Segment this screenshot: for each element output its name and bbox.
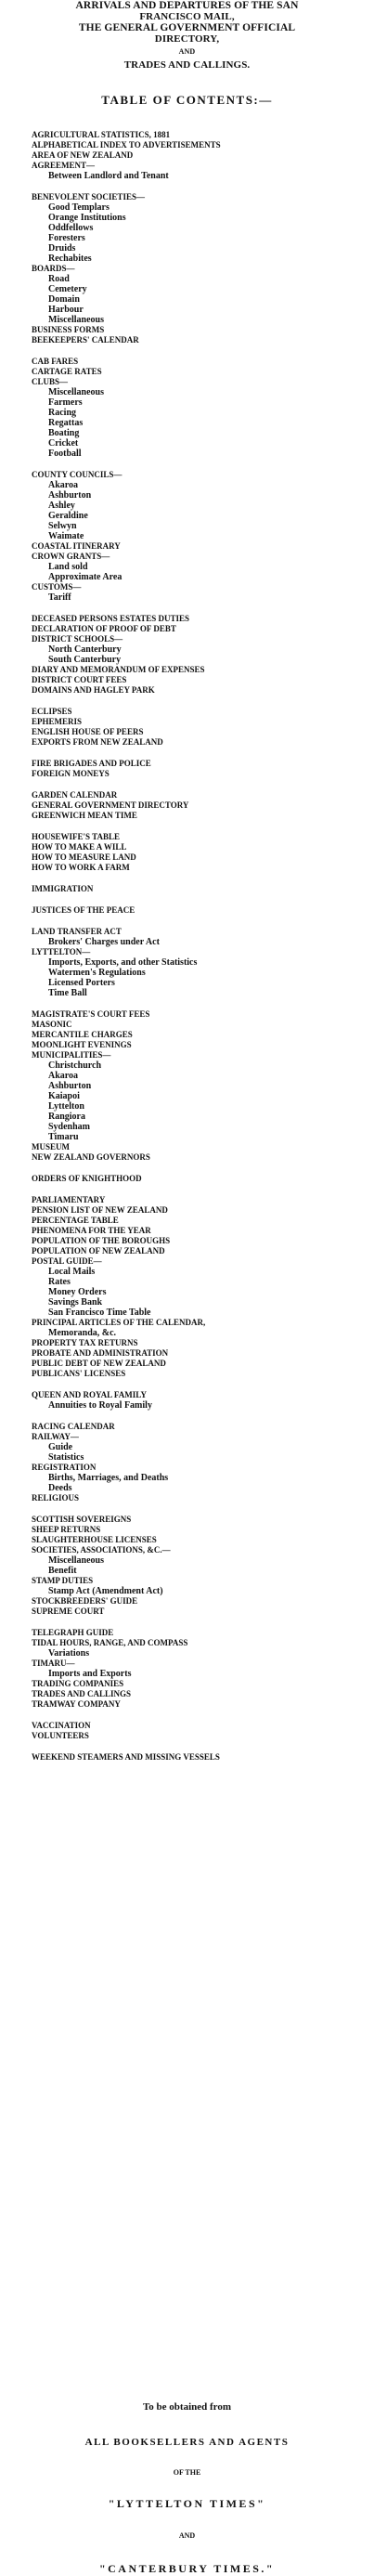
toc-entry: IMMIGRATION: [32, 884, 94, 893]
toc-entry: BUSINESS FORMS: [32, 325, 105, 334]
header-line-3: THE GENERAL GOVERNMENT OFFICIAL: [78, 22, 296, 33]
toc-subentry: Timaru: [48, 1132, 79, 1142]
toc-subentry: Rangiora: [48, 1112, 85, 1122]
toc-subentry: Harbour: [48, 305, 84, 315]
toc-entry: LAND TRANSFER ACT: [32, 927, 122, 936]
toc-entry: MOONLIGHT EVENINGS: [32, 1040, 132, 1049]
toc-entry: HOW TO MAKE A WILL: [32, 842, 127, 852]
toc-entry: VACCINATION: [32, 1721, 91, 1730]
toc-title: TABLE OF CONTENTS:—: [101, 93, 273, 107]
toc-entry: CAB FARES: [32, 357, 79, 366]
toc-subentry: Time Ball: [48, 988, 87, 998]
toc-subentry: Football: [48, 449, 82, 459]
toc-subentry: Land sold: [48, 562, 88, 572]
toc-entry: MASONIC: [32, 1020, 72, 1029]
toc-entry: EXPORTS FROM NEW ZEALAND: [32, 737, 163, 747]
footer-line-1: To be obtained from: [142, 2401, 232, 2413]
toc-subentry: Brokers' Charges under Act: [48, 937, 160, 947]
toc-subentry: Between Landlord and Tenant: [48, 171, 169, 181]
toc-entry: BEEKEEPERS' CALENDAR: [32, 335, 139, 345]
toc-entry: PROBATE AND ADMINISTRATION: [32, 1348, 169, 1358]
toc-subentry: Oddfellows: [48, 223, 94, 233]
toc-entry: PUBLIC DEBT OF NEW ZEALAND: [32, 1359, 166, 1368]
toc-subentry: Foresters: [48, 233, 85, 243]
toc-entry: COASTAL ITINERARY: [32, 541, 121, 551]
toc-entry: DIARY AND MEMORANDUM OF EXPENSES: [32, 665, 205, 674]
toc-subentry: Boating: [48, 428, 80, 438]
toc-entry: EPHEMERIS: [32, 717, 83, 726]
toc-group: [32, 357, 370, 459]
toc-entry: RACING CALENDAR: [32, 1422, 115, 1431]
toc-subentry: Rates: [48, 1277, 71, 1287]
toc-group: [32, 832, 370, 873]
toc-entry: VOLUNTEERS: [32, 1731, 89, 1740]
toc-subentry: Akaroa: [48, 480, 79, 490]
toc-entry: PARLIAMENTARY: [32, 1195, 106, 1204]
toc-subentry: Ashburton: [48, 490, 92, 501]
toc-entry: NEW ZEALAND GOVERNORS: [32, 1152, 150, 1162]
toc-entry: DISTRICT COURT FEES: [32, 675, 127, 684]
toc-group: [32, 790, 370, 821]
header-line-5: AND: [178, 47, 196, 56]
header-line-6: TRADES AND CALLINGS.: [123, 59, 251, 71]
toc-group: [32, 927, 370, 998]
toc-subentry: Imports, Exports, and other Statistics: [48, 957, 198, 968]
toc-subentry: Guide: [48, 1442, 73, 1452]
toc-entry: SHEEP RETURNS: [32, 1525, 101, 1534]
toc-entry: POPULATION OF NEW ZEALAND: [32, 1246, 165, 1255]
toc-entry: DECEASED PERSONS ESTATES DUTIES: [32, 614, 189, 623]
toc-entry: CARTAGE RATES: [32, 367, 102, 376]
toc-entry: POSTAL GUIDE—: [32, 1256, 102, 1266]
toc-subentry: South Canterbury: [48, 655, 122, 665]
toc-subentry: Births, Marriages, and Deaths: [48, 1473, 169, 1483]
toc-subentry: Akaroa: [48, 1071, 79, 1081]
toc-group: [32, 614, 370, 696]
toc-entry: MERCANTILE CHARGES: [32, 1030, 133, 1039]
toc-entry: FIRE BRIGADES AND POLICE: [32, 759, 151, 768]
toc-entry: HOW TO MEASURE LAND: [32, 852, 136, 862]
toc-subentry: Savings Bank: [48, 1297, 103, 1308]
toc-entry: DOMAINS AND HAGLEY PARK: [32, 685, 155, 695]
toc-subentry: Benefit: [48, 1566, 77, 1576]
toc-group: [32, 707, 370, 748]
toc-subentry: Good Templars: [48, 202, 110, 213]
toc-subentry: Miscellaneous: [48, 387, 104, 397]
toc-group: [32, 470, 370, 603]
toc-entry: SCOTTISH SOVEREIGNS: [32, 1515, 132, 1524]
toc-entry: HOUSEWIFE'S TABLE: [32, 832, 120, 841]
toc-entry: TRADING COMPANIES: [32, 1679, 124, 1688]
toc-subentry: Imports and Exports: [48, 1669, 132, 1679]
toc-subentry: Variations: [48, 1648, 90, 1659]
toc-subentry: Ashburton: [48, 1081, 92, 1091]
toc-group: [32, 130, 370, 181]
header-line-1: ARRIVALS AND DEPARTURES OF THE SAN: [75, 0, 299, 11]
toc-subentry: Stamp Act (Amendment Act): [48, 1586, 163, 1596]
toc-group: [32, 1422, 370, 1503]
toc-entry: DECLARATION OF PROOF OF DEBT: [32, 624, 176, 633]
footer-line-4: "LYTTELTON TIMES": [108, 2497, 266, 2510]
toc-entry: TIMARU—: [32, 1659, 75, 1668]
toc-entry: DISTRICT SCHOOLS—: [32, 634, 123, 644]
toc-entry: TRAMWAY COMPANY: [32, 1699, 121, 1709]
toc-group: [32, 884, 370, 894]
toc-entry: ALPHABETICAL INDEX TO ADVERTISEMENTS: [32, 140, 221, 150]
toc-entry: PRINCIPAL ARTICLES OF THE CALENDAR,: [32, 1318, 206, 1327]
toc-subentry: Licensed Porters: [48, 978, 115, 988]
table-of-contents: [32, 130, 370, 1763]
toc-subentry: Regattas: [48, 418, 84, 428]
toc-entry: AREA OF NEW ZEALAND: [32, 150, 134, 160]
header-line-4: DIRECTORY,: [154, 33, 220, 45]
toc-entry: ENGLISH HOUSE OF PEERS: [32, 727, 144, 736]
toc-entry: SLAUGHTERHOUSE LICENSES: [32, 1535, 157, 1544]
toc-subentry: Racing: [48, 408, 76, 418]
toc-subentry: Money Orders: [48, 1287, 107, 1297]
toc-group: [32, 1174, 370, 1184]
toc-group: [32, 1628, 370, 1710]
toc-entry: MAGISTRATE'S COURT FEES: [32, 1009, 150, 1019]
toc-subentry: Ashley: [48, 501, 75, 511]
toc-group: [32, 1390, 370, 1411]
toc-subentry: North Canterbury: [48, 644, 122, 655]
toc-subentry: Farmers: [48, 397, 83, 408]
toc-subentry: Road: [48, 274, 70, 284]
toc-group: [32, 1195, 370, 1379]
toc-subentry: Waimate: [48, 531, 84, 541]
footer-line-5: AND: [178, 2531, 196, 2540]
toc-entry: STAMP DUTIES: [32, 1576, 94, 1585]
toc-entry: CUSTOMS—: [32, 582, 82, 592]
toc-subentry: Cricket: [48, 438, 79, 449]
toc-subentry: Druids: [48, 243, 76, 254]
toc-entry: RELIGIOUS: [32, 1493, 80, 1503]
toc-entry: AGREEMENT—: [32, 161, 96, 170]
toc-entry: ECLIPSES: [32, 707, 72, 716]
toc-entry: AGRICULTURAL STATISTICS, 1881: [32, 130, 171, 139]
toc-entry: ORDERS OF KNIGHTHOOD: [32, 1174, 142, 1183]
toc-subentry: Sydenham: [48, 1122, 91, 1132]
toc-entry: SOCIETIES, ASSOCIATIONS, &C.—: [32, 1545, 171, 1555]
toc-entry: COUNTY COUNCILS—: [32, 470, 123, 479]
document-header: [4, 0, 370, 71]
toc-entry: FOREIGN MONEYS: [32, 769, 110, 778]
toc-entry: PENSION LIST OF NEW ZEALAND: [32, 1205, 168, 1215]
toc-subentry: Cemetery: [48, 284, 87, 294]
toc-entry: MUSEUM: [32, 1142, 70, 1151]
toc-entry: BENEVOLENT SOCIETIES—: [32, 192, 145, 202]
toc-subentry: Domain: [48, 294, 80, 305]
toc-subentry: Orange Institutions: [48, 213, 126, 223]
toc-entry: POPULATION OF THE BOROUGHS: [32, 1236, 171, 1245]
toc-subentry: Deeds: [48, 1483, 72, 1493]
toc-group: [32, 905, 370, 916]
toc-subentry: Rechabites: [48, 254, 92, 264]
footer-line-2: ALL BOOKSELLERS AND AGENTS: [84, 2437, 290, 2448]
toc-subentry: San Francisco Time Table: [48, 1308, 151, 1318]
toc-entry: PERCENTAGE TABLE: [32, 1216, 119, 1225]
toc-group: [32, 1752, 370, 1763]
toc-entry: TIDAL HOURS, RANGE, AND COMPASS: [32, 1638, 188, 1647]
toc-subentry: Miscellaneous: [48, 315, 104, 325]
toc-subentry: Local Mails: [48, 1267, 96, 1277]
toc-subentry: Selwyn: [48, 521, 77, 531]
toc-subentry: Watermen's Regulations: [48, 968, 146, 978]
toc-entry: SUPREME COURT: [32, 1607, 105, 1616]
document-footer: [0, 2401, 374, 2576]
toc-entry: TRADES AND CALLINGS: [32, 1689, 132, 1698]
toc-subentry: Kaiapoi: [48, 1091, 80, 1101]
toc-group: [32, 759, 370, 779]
toc-subentry: Lyttelton: [48, 1101, 84, 1112]
toc-entry: TELEGRAPH GUIDE: [32, 1628, 114, 1637]
toc-entry: MUNICIPALITIES—: [32, 1050, 111, 1060]
toc-entry: BOARDS—: [32, 264, 75, 273]
toc-entry: JUSTICES OF THE PEACE: [32, 905, 135, 915]
toc-entry: WEEKEND STEAMERS AND MISSING VESSELS: [32, 1752, 220, 1762]
footer-line-3: OF THE: [173, 2468, 201, 2477]
toc-group: [32, 1009, 370, 1163]
toc-subentry: Approximate Area: [48, 572, 123, 582]
toc-subentry: Statistics: [48, 1452, 84, 1463]
toc-entry: PROPERTY TAX RETURNS: [32, 1338, 138, 1347]
toc-subentry: Miscellaneous: [48, 1555, 104, 1566]
toc-entry: HOW TO WORK A FARM: [32, 863, 130, 872]
toc-entry: CROWN GRANTS—: [32, 552, 110, 561]
toc-subentry: Geraldine: [48, 511, 88, 521]
toc-subentry: Christchurch: [48, 1060, 102, 1071]
toc-group: [32, 192, 370, 345]
toc-entry: REGISTRATION: [32, 1463, 97, 1472]
toc-group: [32, 1721, 370, 1741]
toc-entry: STOCKBREEDERS' GUIDE: [32, 1596, 138, 1606]
toc-entry: GENERAL GOVERNMENT DIRECTORY: [32, 800, 189, 810]
footer-line-6: "CANTERBURY TIMES.": [98, 2562, 276, 2575]
toc-entry: GARDEN CALENDAR: [32, 790, 118, 800]
toc-subentry: Tariff: [48, 592, 71, 603]
toc-entry: CLUBS—: [32, 377, 69, 386]
toc-entry: LYTTELTON—: [32, 947, 91, 956]
toc-subentry: Annuities to Royal Family: [48, 1400, 152, 1411]
header-line-2: FRANCISCO MAIL,: [139, 11, 235, 22]
toc-group: [32, 1515, 370, 1617]
toc-subentry: Memoranda, &c.: [48, 1328, 117, 1338]
toc-entry: GREENWICH MEAN TIME: [32, 811, 137, 820]
toc-entry: PHENOMENA FOR THE YEAR: [32, 1226, 151, 1235]
toc-entry: RAILWAY—: [32, 1432, 79, 1441]
toc-entry: PUBLICANS' LICENSES: [32, 1369, 126, 1378]
toc-entry: QUEEN AND ROYAL FAMILY: [32, 1390, 147, 1399]
